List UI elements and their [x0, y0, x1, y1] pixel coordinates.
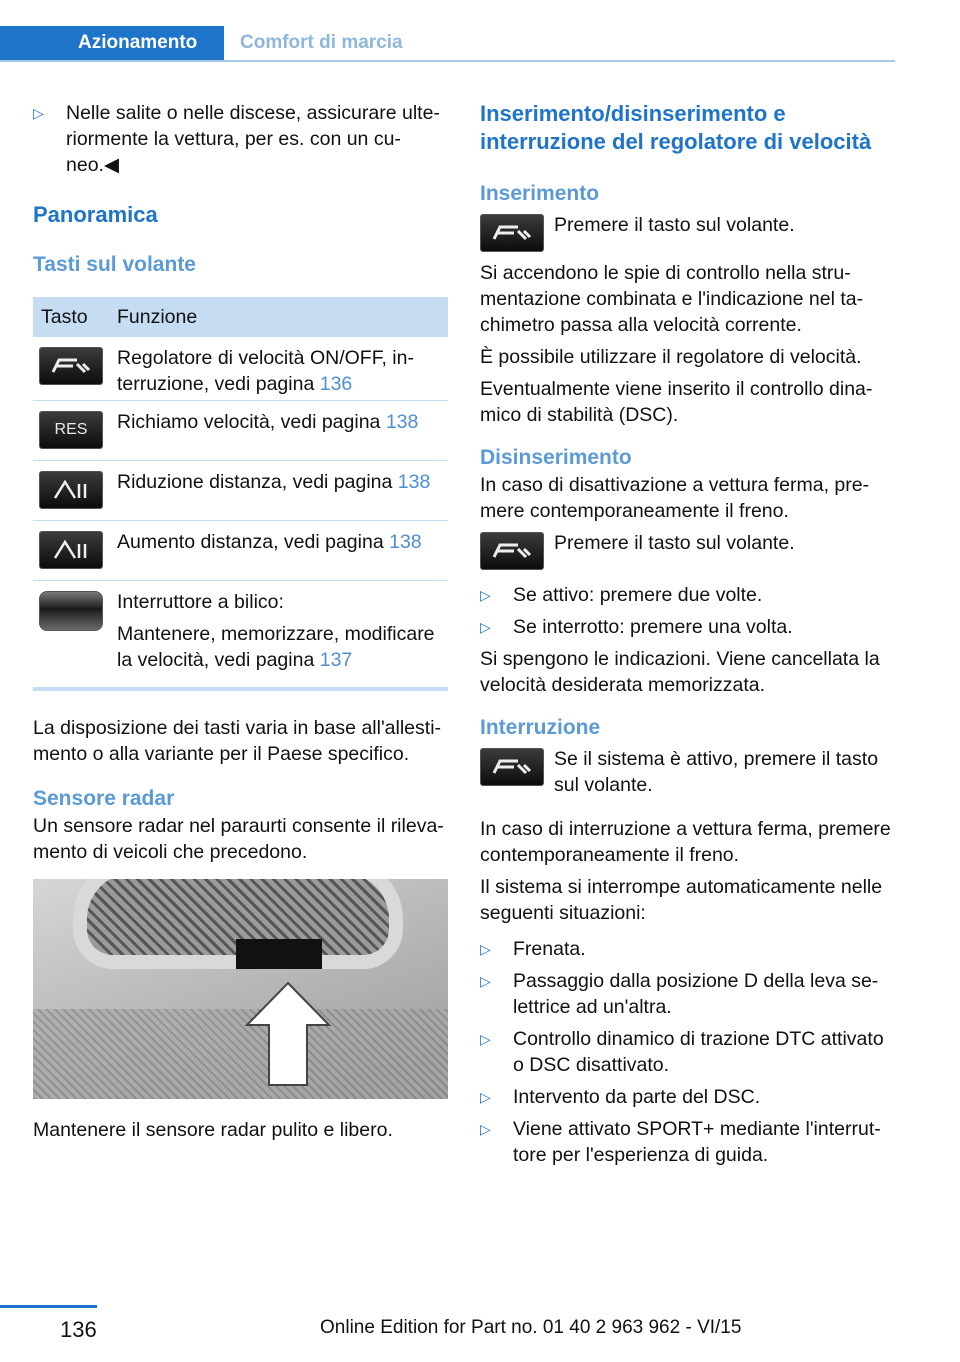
bullet-item: [480, 1084, 898, 1110]
bullet-item: [480, 968, 898, 1020]
footer-edition-text: Online Edition for Part no. 01 40 2 963 962 - VI/15: [320, 1317, 742, 1338]
cruise-control-icon: [480, 532, 544, 570]
res-button-icon: RES: [39, 411, 103, 449]
page-link[interactable]: 138: [385, 411, 419, 433]
paragraph: In caso di disattivazione a vettura ferma, pre-mere contemporaneamente il freno.: [480, 474, 870, 522]
heading-interruzione: Interruzione: [480, 716, 601, 739]
triangle-bullet-icon: ▷: [480, 1121, 491, 1137]
page-number: 136: [60, 1317, 97, 1342]
cruise-control-icon: [480, 214, 544, 252]
row-text: Regolatore di velocità ON/OFF, in-terruzione, vedi pagina: [117, 347, 414, 395]
heading-disinserimento: Disinserimento: [480, 446, 632, 469]
page-link[interactable]: 137: [319, 649, 353, 671]
bullet-text: Frenata.: [513, 938, 586, 960]
col-header-tasto: Tasto: [41, 305, 88, 328]
distance-reduce-icon: [39, 471, 103, 509]
rocker-switch-icon: [39, 591, 103, 631]
heading-tasti-volante: Tasti sul volante: [33, 253, 196, 276]
paragraph: Si accendono le spie di controllo nella stru-mentazione combinata e l'indicazione nel ta-chimetro passa alla velocità corrente.: [480, 262, 864, 336]
instruction-text: Premere il tasto sul volante.: [554, 532, 795, 554]
bullet-text: Controllo dinamico di trazione DTC attivato o DSC disattivato.: [513, 1028, 884, 1076]
bullet-text: Se attivo: premere due volte.: [513, 584, 763, 606]
paragraph: Il sistema si interrompe automaticamente nelle seguenti situazioni:: [480, 876, 883, 924]
triangle-bullet-icon: ▷: [480, 587, 491, 603]
cruise-control-icon: [39, 347, 103, 385]
bullet-item: [480, 936, 898, 962]
heading-sensore-radar: Sensore radar: [33, 787, 175, 810]
icon-instruction: [480, 212, 898, 252]
bullet-item: [480, 1026, 898, 1078]
bullet-text: Nelle salite o nelle discese, assicurare ulte-riormente la vettura, per es. con un cu-neo.◀: [66, 102, 440, 176]
tab-azionamento[interactable]: Azionamento: [0, 26, 224, 60]
page-link[interactable]: 138: [389, 531, 422, 553]
row-text: Riduzione distanza, vedi pagina: [117, 471, 398, 493]
paragraph: Eventualmente viene inserito il controllo dina-mico di stabilità (DSC).: [480, 378, 873, 426]
keys-table: [33, 297, 448, 691]
tab-comfort-di-marcia[interactable]: Comfort di marcia: [240, 32, 403, 53]
table-end-rule: [33, 687, 448, 691]
row-text: Aumento distanza, vedi pagina: [117, 531, 390, 553]
heading-inserimento-disinserimento: Inserimento/disinserimento e interruzione del regolatore di velocità: [480, 101, 872, 154]
paragraph: Mantenere il sensore radar pulito e libero.: [33, 1119, 393, 1141]
bumper-mesh: [33, 1009, 448, 1099]
bullet-item: [480, 614, 898, 640]
right-column: [480, 100, 898, 1174]
triangle-bullet-icon: ▷: [33, 105, 44, 121]
radar-sensor-photo: [33, 879, 448, 1099]
instruction-text: Se il sistema è attivo, premere il tasto sul volante.: [554, 748, 879, 796]
bullet-text: Viene attivato SPORT+ mediante l'interrut-tore per l'esperienza di guida.: [513, 1118, 881, 1166]
paragraph: Si spengono le indicazioni. Viene cancellata la velocità desiderata memorizzata.: [480, 648, 880, 696]
distance-increase-icon: [39, 531, 103, 569]
triangle-bullet-icon: ▷: [480, 1089, 491, 1105]
paragraph: La disposizione dei tasti varia in base all'allesti-mento o alla variante per il Paese specifico.: [33, 717, 442, 765]
bullet-item: [480, 582, 898, 608]
triangle-bullet-icon: ▷: [480, 941, 491, 957]
icon-instruction: [480, 530, 898, 570]
paragraph: In caso di interruzione a vettura ferma, premere contemporaneamente il freno.: [480, 818, 891, 866]
table-row: [33, 337, 448, 401]
bullet-item: [480, 1116, 898, 1168]
heading-panoramica: Panoramica: [33, 202, 158, 227]
cruise-control-icon: [480, 748, 544, 786]
table-row: [33, 521, 448, 581]
footer-rule: [0, 1305, 97, 1308]
row-text: Interruttore a bilico:: [117, 591, 284, 613]
table-row: [33, 581, 448, 675]
paragraph: Un sensore radar nel paraurti consente il rileva-mento di veicoli che precedono.: [33, 815, 444, 863]
page-header: [0, 26, 895, 62]
row-text: Mantenere, memorizzare, modificare la velocità, vedi pagina: [117, 623, 435, 671]
bullet-item: [33, 100, 448, 178]
table-header: [33, 297, 448, 337]
row-text: Richiamo velocità, vedi pagina: [117, 411, 386, 433]
instruction-text: Premere il tasto sul volante.: [554, 214, 795, 236]
bullet-text: Intervento da parte del DSC.: [513, 1086, 761, 1108]
pointer-arrow-icon: [243, 979, 333, 1089]
col-header-funzione: Funzione: [117, 305, 198, 328]
bullet-text: Passaggio dalla posizione D della leva se-lettrice ad un'altra.: [513, 970, 879, 1018]
radar-sensor: [236, 939, 322, 969]
triangle-bullet-icon: ▷: [480, 619, 491, 635]
triangle-bullet-icon: ▷: [480, 973, 491, 989]
page-link[interactable]: 138: [397, 471, 431, 493]
left-column: [33, 100, 448, 1149]
table-row: [33, 401, 448, 461]
heading-inserimento: Inserimento: [480, 182, 600, 205]
bullet-text: Se interrotto: premere una volta.: [513, 616, 793, 638]
table-row: [33, 461, 448, 521]
icon-instruction: [480, 746, 898, 804]
triangle-bullet-icon: ▷: [480, 1031, 491, 1047]
paragraph: È possibile utilizzare il regolatore di velocità.: [480, 346, 862, 368]
page-link[interactable]: 136: [319, 373, 353, 395]
